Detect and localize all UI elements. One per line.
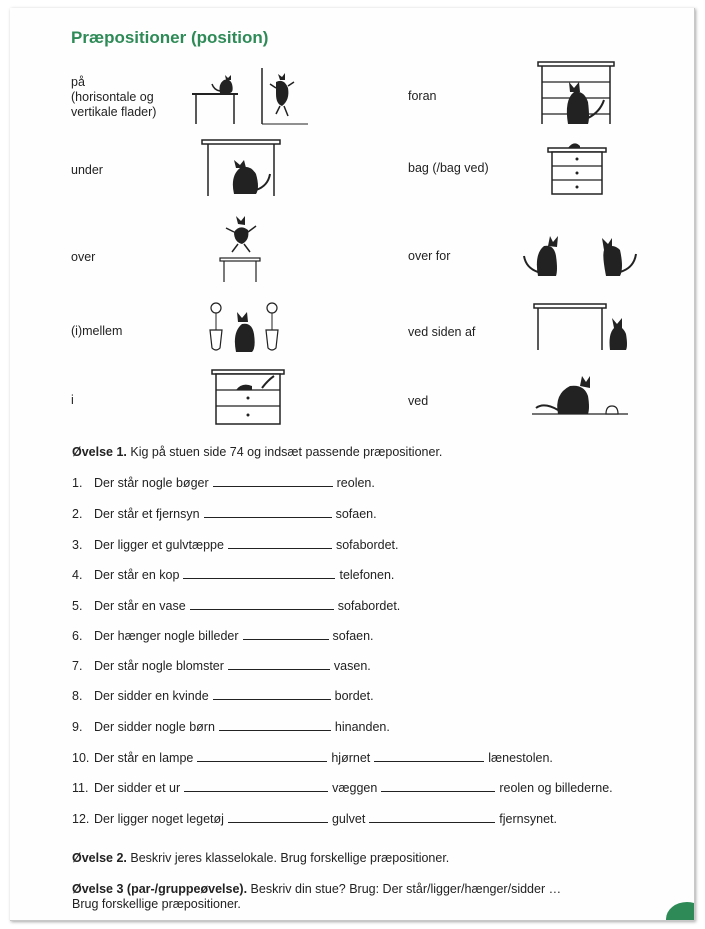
item-number: 5. xyxy=(72,599,83,613)
item-middle: væggen xyxy=(332,781,378,795)
item-before: Der sidder et ur xyxy=(94,781,181,795)
answer-blank[interactable] xyxy=(213,474,333,487)
answer-blank[interactable] xyxy=(228,536,332,549)
item-number: 8. xyxy=(72,689,83,703)
exercise-item xyxy=(72,687,374,704)
cat-on-table-illustration xyxy=(190,66,310,126)
cat-jumping-over-table-illustration xyxy=(216,208,266,284)
item-after: vasen. xyxy=(333,659,371,673)
item-after: reolen og billederne. xyxy=(499,781,613,795)
prep-label-imellem: (i)mellem xyxy=(71,324,123,338)
item-before: Der ligger noget legetøj xyxy=(94,812,224,826)
item-after: sofaen. xyxy=(335,507,377,521)
item-after: sofabordet. xyxy=(335,538,399,552)
exercise-item xyxy=(72,536,398,553)
exercise-item xyxy=(72,474,375,491)
exercise3-line2: Brug forskellige præpositioner. xyxy=(72,897,241,911)
item-number: 7. xyxy=(72,659,83,673)
item-number: 10. xyxy=(72,751,90,765)
prep-label-over-for: over for xyxy=(408,249,451,263)
exercise2-bold: Øvelse 2. xyxy=(72,851,127,865)
answer-blank[interactable] xyxy=(381,779,495,792)
page-title: Præpositioner (position) xyxy=(71,28,269,47)
answer-blank[interactable] xyxy=(228,810,328,823)
two-cats-facing-illustration xyxy=(520,228,640,278)
item-number: 11. xyxy=(72,781,89,795)
cat-behind-dresser-illustration xyxy=(544,136,610,196)
item-after: fjernsynet. xyxy=(499,812,557,826)
item-before: Der står nogle blomster xyxy=(94,659,224,673)
cat-between-vases-illustration xyxy=(204,298,284,354)
prep-label-ved-siden-af: ved siden af xyxy=(408,325,476,339)
item-number: 1. xyxy=(72,476,83,490)
item-number: 9. xyxy=(72,720,83,734)
item-before: Der hænger nogle billeder xyxy=(94,629,239,643)
exercise-item xyxy=(72,810,557,827)
worksheet-page xyxy=(10,8,695,921)
exercise-item xyxy=(72,627,374,644)
answer-blank[interactable] xyxy=(184,779,328,792)
answer-blank[interactable] xyxy=(374,749,484,762)
prep-label-i: i xyxy=(71,393,74,407)
item-middle: hjørnet xyxy=(331,751,371,765)
exercise-item xyxy=(72,657,371,674)
item-number: 2. xyxy=(72,507,83,521)
item-after: telefonen. xyxy=(339,568,395,582)
item-before: Der ligger et gulvtæppe xyxy=(94,538,224,552)
prep-label-pa: på (horisontale og vertikale flader) xyxy=(71,75,157,119)
cat-beside-table-illustration xyxy=(532,302,632,352)
item-after: sofabordet. xyxy=(337,599,401,613)
item-after: hinanden. xyxy=(334,720,390,734)
exercise-item xyxy=(72,505,377,522)
exercise3-bold: Øvelse 3 (par-/gruppeøvelse). xyxy=(72,882,248,896)
answer-blank[interactable] xyxy=(197,749,327,762)
prep-label-ved: ved xyxy=(408,394,429,408)
item-before: Der står en vase xyxy=(94,599,186,613)
cat-in-front-of-shelf-illustration xyxy=(536,60,616,126)
cat-by-mousehole-illustration xyxy=(530,372,630,426)
exercise-item xyxy=(72,749,553,766)
item-number: 3. xyxy=(72,538,83,552)
item-after: reolen. xyxy=(336,476,375,490)
answer-blank[interactable] xyxy=(213,687,331,700)
item-number: 12. xyxy=(72,812,90,826)
answer-blank[interactable] xyxy=(204,505,332,518)
exercise3-text: Beskriv din stue? Brug: Der står/ligger/hænger/sidder … xyxy=(247,882,562,896)
answer-blank[interactable] xyxy=(183,566,335,579)
item-before: Der står nogle bøger xyxy=(94,476,209,490)
item-before: Der sidder nogle børn xyxy=(94,720,215,734)
item-before: Der står en kop xyxy=(94,568,180,582)
answer-blank[interactable] xyxy=(190,597,334,610)
prep-label-over: over xyxy=(71,250,96,264)
prep-label-bag: bag (/bag ved) xyxy=(408,161,489,175)
exercise-item xyxy=(72,718,390,735)
item-middle: gulvet xyxy=(331,812,366,826)
item-number: 4. xyxy=(72,568,83,582)
exercise-item xyxy=(72,566,394,583)
item-before: Der står en lampe xyxy=(94,751,194,765)
item-after: lænestolen. xyxy=(488,751,553,765)
cat-in-drawer-illustration xyxy=(208,366,288,426)
exercise2-text: Beskriv jeres klasselokale. Brug forskellige præpositioner. xyxy=(126,851,450,865)
cat-under-table-illustration xyxy=(200,138,282,198)
exercise-item xyxy=(72,779,613,796)
item-before: Der står et fjernsyn xyxy=(94,507,200,521)
item-after: bordet. xyxy=(334,689,374,703)
prep-label-foran: foran xyxy=(408,89,437,103)
prep-label-under: under xyxy=(71,163,103,177)
exercise3 xyxy=(72,882,652,912)
answer-blank[interactable] xyxy=(219,718,331,731)
answer-blank[interactable] xyxy=(243,627,329,640)
exercise1-heading-bold: Øvelse 1. xyxy=(72,445,127,459)
exercise-item xyxy=(72,597,400,614)
answer-blank[interactable] xyxy=(228,657,330,670)
item-after: sofaen. xyxy=(332,629,374,643)
exercise1-heading-text: Kig på stuen side 74 og indsæt passende præpositioner. xyxy=(126,445,443,459)
item-number: 6. xyxy=(72,629,83,643)
exercise1-heading xyxy=(72,445,442,460)
item-before: Der sidder en kvinde xyxy=(94,689,209,703)
page-corner-tab xyxy=(666,902,695,921)
answer-blank[interactable] xyxy=(369,810,495,823)
exercise2 xyxy=(72,851,652,866)
